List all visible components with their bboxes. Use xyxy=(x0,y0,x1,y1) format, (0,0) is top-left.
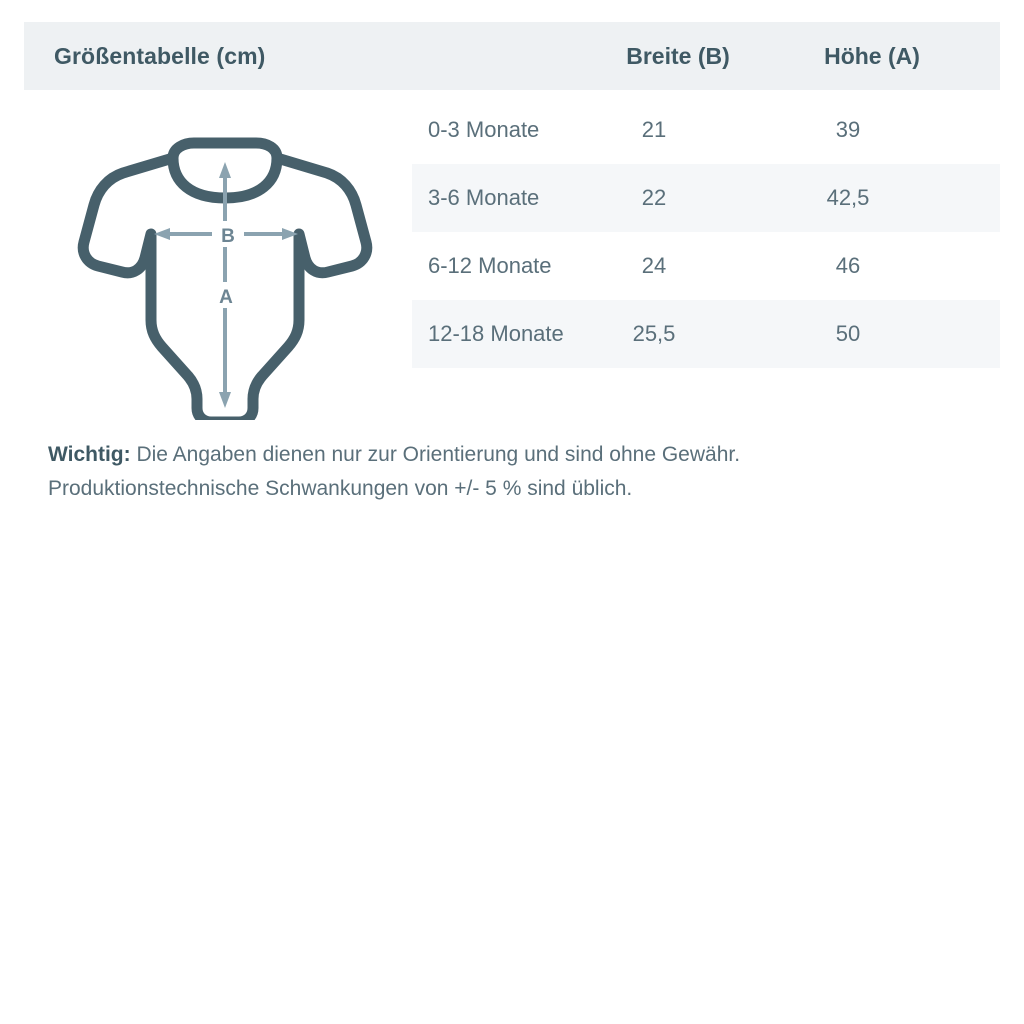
disclaimer-emphasis: Wichtig: xyxy=(48,443,131,466)
disclaimer-note xyxy=(48,438,978,506)
svg-text:A: A xyxy=(219,287,233,308)
column-header-height: Höhe (A) xyxy=(824,42,920,69)
size-table xyxy=(412,96,1000,368)
garment-illustration xyxy=(60,110,390,420)
cell-size: 12-18 Monate xyxy=(428,321,564,346)
cell-width: 25,5 xyxy=(632,321,676,346)
disclaimer-line-2: Produktionstechnische Schwankungen von +/- 5 % sind üblich. xyxy=(48,477,633,501)
cell-width: 22 xyxy=(641,185,667,210)
cell-height: 42,5 xyxy=(826,185,870,210)
cell-height: 50 xyxy=(835,321,861,346)
cell-height: 46 xyxy=(835,253,861,278)
column-header-width: Breite (B) xyxy=(626,42,730,69)
cell-size: 3-6 Monate xyxy=(428,185,540,210)
cell-size: 0-3 Monate xyxy=(428,117,540,142)
cell-size: 6-12 Monate xyxy=(428,253,552,278)
cell-height: 39 xyxy=(835,117,861,142)
table-row xyxy=(412,96,1000,164)
table-header-band xyxy=(24,22,1000,90)
cell-width: 21 xyxy=(641,117,667,142)
table-row xyxy=(412,232,1000,300)
page-title: Größentabelle (cm) xyxy=(54,42,266,69)
table-row xyxy=(412,300,1000,368)
svg-text:B: B xyxy=(221,226,235,247)
disclaimer-line-1: Die Angaben dienen nur zur Orientierung und sind ohne Gewähr. xyxy=(130,443,741,466)
table-row xyxy=(412,164,1000,232)
cell-width: 24 xyxy=(641,253,667,278)
